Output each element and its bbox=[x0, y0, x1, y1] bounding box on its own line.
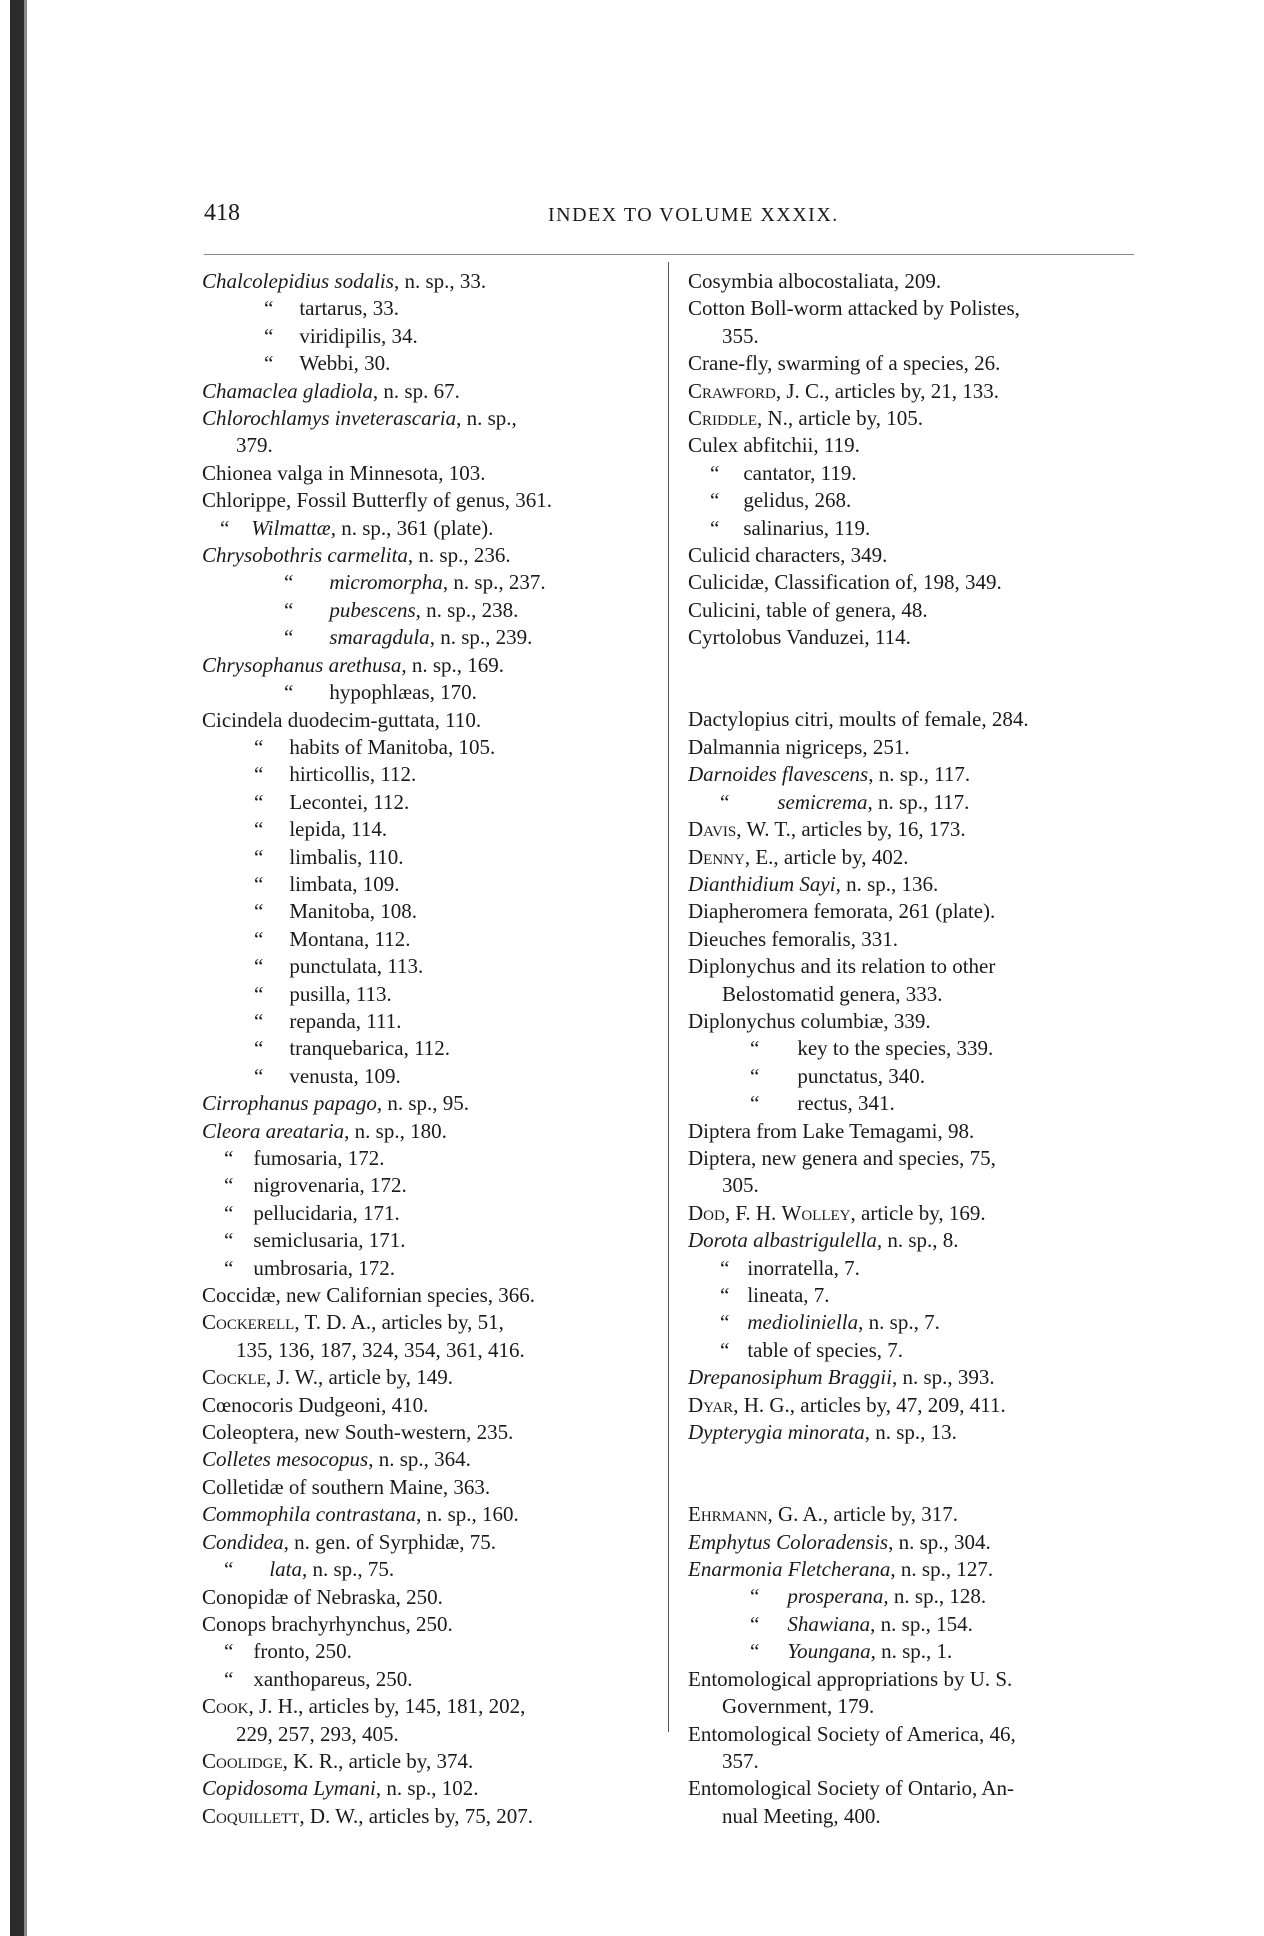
index-entry: Dypterygia minorata, n. sp., 13. bbox=[688, 1420, 957, 1445]
index-entry: “ rectus, 341. bbox=[750, 1091, 895, 1116]
index-entry: Chlorippe, Fossil Butterfly of genus, 361. bbox=[202, 488, 552, 513]
index-entry: Dorota albastrigulella, n. sp., 8. bbox=[688, 1228, 959, 1253]
index-entry: Cosymbia albocostaliata, 209. bbox=[688, 269, 942, 293]
index-entry: Cook, J. H., articles by, 145, 181, 202, bbox=[202, 1694, 526, 1719]
index-entry: “ Lecontei, 112. bbox=[254, 789, 410, 814]
index-entry: Commophila contrastana, n. sp., 160. bbox=[202, 1502, 519, 1527]
index-entry: Dalmannia nigriceps, 251. bbox=[688, 734, 910, 759]
index-entry: “ limbata, 109. bbox=[254, 871, 400, 896]
index-entry: Dyar, H. G., articles by, 47, 209, 411. bbox=[688, 1392, 1006, 1417]
index-entry: Condidea, n. gen. of Syrphidæ, 75. bbox=[202, 1529, 496, 1554]
index-entry: “ umbrosaria, 172. bbox=[224, 1255, 396, 1280]
index-entry: “ hypophlæas, 170. bbox=[284, 680, 477, 705]
page-number: 418 bbox=[204, 200, 240, 226]
index-entry: Culicini, table of genera, 48. bbox=[688, 597, 928, 622]
index-entry: 135, 136, 187, 324, 354, 361, 416. bbox=[236, 1337, 525, 1362]
index-entry: Culicid characters, 349. bbox=[688, 543, 888, 568]
index-entry: Dactylopius citri, moults of female, 284. bbox=[688, 707, 1029, 732]
index-entry: Dod, F. H. Wolley, article by, 169. bbox=[688, 1200, 986, 1225]
index-entry: Chamaclea gladiola, n. sp. 67. bbox=[202, 378, 460, 403]
index-entry: Copidosoma Lymani, n. sp., 102. bbox=[202, 1776, 479, 1801]
index-entry: “ micromorpha, n. sp., 237. bbox=[284, 570, 546, 595]
index-entry: Coquillett, D. W., articles by, 75, 207. bbox=[202, 1803, 534, 1828]
index-entry: Enarmonia Fletcherana, n. sp., 127. bbox=[688, 1557, 994, 1582]
index-entry: Coleoptera, new South-western, 235. bbox=[202, 1420, 514, 1445]
index-entry: “ semiclusaria, 171. bbox=[224, 1228, 406, 1253]
index-entry: “ limbalis, 110. bbox=[254, 844, 404, 869]
index-entry: “ Youngana, n. sp., 1. bbox=[750, 1639, 953, 1664]
index-entry: 355. bbox=[722, 323, 759, 348]
index-entry: “ lineata, 7. bbox=[720, 1283, 830, 1308]
index-entry: Diapheromera femorata, 261 (plate). bbox=[688, 899, 996, 924]
running-head-title: INDEX TO VOLUME XXXIX. bbox=[548, 204, 839, 226]
index-entry: 357. bbox=[722, 1748, 759, 1773]
index-entry: Chrysophanus arethusa, n. sp., 169. bbox=[202, 652, 505, 677]
index-entry: Cockle, J. W., article by, 149. bbox=[202, 1365, 454, 1390]
index-entry: Diptera from Lake Temagami, 98. bbox=[688, 1118, 975, 1143]
index-entry: “ inorratella, 7. bbox=[720, 1255, 860, 1280]
index-entry: “ punctatus, 340. bbox=[750, 1063, 926, 1088]
index-entry: Emphytus Coloradensis, n. sp., 304. bbox=[688, 1529, 991, 1554]
index-entry: nual Meeting, 400. bbox=[722, 1803, 881, 1828]
index-entry: Davis, W. T., articles by, 16, 173. bbox=[688, 817, 966, 842]
index-entry: “ punctulata, 113. bbox=[254, 954, 424, 979]
index-entry: “ Webbi, 30. bbox=[264, 351, 391, 376]
index-entry: “ table of species, 7. bbox=[720, 1337, 904, 1362]
index-entry: Culicidæ, Classification of, 198, 349. bbox=[688, 570, 1002, 595]
index-entry: Cockerell, T. D. A., articles by, 51, bbox=[202, 1310, 504, 1335]
index-entry: Belostomatid genera, 333. bbox=[722, 981, 943, 1006]
index-entry: Coolidge, K. R., article by, 374. bbox=[202, 1748, 474, 1773]
index-entry: “ Shawiana, n. sp., 154. bbox=[750, 1611, 973, 1636]
index-entry: “ cantator, 119. bbox=[710, 460, 857, 485]
index-entry: Criddle, N., article by, 105. bbox=[688, 406, 924, 431]
column-divider bbox=[668, 262, 669, 1732]
index-entry: “ pusilla, 113. bbox=[254, 981, 392, 1006]
index-entry: Cirrophanus papago, n. sp., 95. bbox=[202, 1091, 470, 1116]
index-entry: “ semicrema, n. sp., 117. bbox=[720, 789, 970, 814]
index-entry: “ lepida, 114. bbox=[254, 817, 388, 842]
index-entry: “ fumosaria, 172. bbox=[224, 1146, 385, 1170]
index-entry: “ gelidus, 268. bbox=[710, 488, 852, 513]
index-entry: Culex abfitchii, 119. bbox=[688, 433, 860, 458]
index-entry: Crane-fly, swarming of a species, 26. bbox=[688, 351, 1001, 376]
index-entry: “ repanda, 111. bbox=[254, 1008, 402, 1033]
index-entry: Cœnocoris Dudgeoni, 410. bbox=[202, 1392, 429, 1417]
index-entry: Entomological Society of America, 46, bbox=[688, 1721, 1016, 1746]
index-entry: “ smaragdula, n. sp., 239. bbox=[284, 625, 533, 650]
index-entry: “ Manitoba, 108. bbox=[254, 899, 418, 924]
index-entry: “ salinarius, 119. bbox=[710, 515, 871, 540]
index-entry: “ tartarus, 33. bbox=[264, 296, 400, 321]
index-entry: Dieuches femoralis, 331. bbox=[688, 926, 898, 951]
index-entry: 305. bbox=[722, 1173, 759, 1198]
index-entry: Denny, E., article by, 402. bbox=[688, 844, 909, 869]
index-entry: “ Wilmattæ, n. sp., 361 (plate). bbox=[220, 515, 494, 540]
index-entry: Chalcolepidius sodalis, n. sp., 33. bbox=[202, 269, 487, 293]
index-entry: 379. bbox=[236, 433, 273, 458]
index-entry: “ habits of Manitoba, 105. bbox=[254, 734, 496, 759]
index-entry: Coccidæ, new Californian species, 366. bbox=[202, 1283, 536, 1308]
index-entry: Chionea valga in Minnesota, 103. bbox=[202, 460, 486, 485]
index-entry: “ medioliniella, n. sp., 7. bbox=[720, 1310, 940, 1335]
index-entry: Government, 179. bbox=[722, 1694, 875, 1719]
index-entry: Conopidæ of Nebraska, 250. bbox=[202, 1584, 443, 1609]
index-entry: “ pubescens, n. sp., 238. bbox=[284, 597, 519, 622]
scan-edge bbox=[10, 0, 24, 1936]
index-entry: “ nigrovenaria, 172. bbox=[224, 1173, 407, 1198]
index-entry: Drepanosiphum Braggii, n. sp., 393. bbox=[688, 1365, 995, 1390]
index-column-left bbox=[202, 268, 658, 1830]
index-entry: Colletidæ of southern Maine, 363. bbox=[202, 1474, 491, 1499]
scan-edge-shadow bbox=[24, 0, 27, 1936]
section-gap bbox=[688, 1446, 1136, 1501]
index-entry: “ Montana, 112. bbox=[254, 926, 411, 951]
index-entry: “ xanthopareus, 250. bbox=[224, 1666, 413, 1691]
index-entry: “ tranquebarica, 112. bbox=[254, 1036, 451, 1061]
index-entry: Diplonychus and its relation to other bbox=[688, 954, 996, 979]
index-entry: Cotton Boll-worm attacked by Polistes, bbox=[688, 296, 1020, 321]
index-entry: “ prosperana, n. sp., 128. bbox=[750, 1584, 987, 1609]
index-entry: “ pellucidaria, 171. bbox=[224, 1200, 400, 1225]
index-entry: Colletes mesocopus, n. sp., 364. bbox=[202, 1447, 471, 1472]
index-entry: Entomological Society of Ontario, An- bbox=[688, 1776, 1015, 1801]
index-entry: “ fronto, 250. bbox=[224, 1639, 352, 1664]
index-entry: “ lata, n. sp., 75. bbox=[224, 1557, 395, 1582]
index-entry: Cleora areataria, n. sp., 180. bbox=[202, 1118, 447, 1143]
index-entry: Cicindela duodecim-guttata, 110. bbox=[202, 707, 482, 732]
index-entry: Darnoides flavescens, n. sp., 117. bbox=[688, 762, 971, 787]
index-entry: Ehrmann, G. A., article by, 317. bbox=[688, 1502, 959, 1527]
section-gap bbox=[688, 652, 1136, 707]
index-entry: 229, 257, 293, 405. bbox=[236, 1721, 399, 1746]
index-entry: Crawford, J. C., articles by, 21, 133. bbox=[688, 378, 1000, 403]
index-entry: Diptera, new genera and species, 75, bbox=[688, 1145, 996, 1170]
index-entry: Diplonychus columbiæ, 339. bbox=[688, 1008, 931, 1033]
index-entry: “ key to the species, 339. bbox=[750, 1036, 994, 1061]
index-entry: Dianthidium Sayi, n. sp., 136. bbox=[688, 871, 939, 896]
index-entry: “ hirticollis, 112. bbox=[254, 762, 417, 787]
index-entry: Cyrtolobus Vanduzei, 114. bbox=[688, 625, 911, 650]
index-entry: “ venusta, 109. bbox=[254, 1063, 401, 1088]
index-entry: Chrysobothris carmelita, n. sp., 236. bbox=[202, 543, 511, 568]
index-entry: Entomological appropriations by U. S. bbox=[688, 1666, 1013, 1691]
index-column-right bbox=[688, 268, 1136, 1830]
index-entry: Conops brachyrhynchus, 250. bbox=[202, 1611, 453, 1636]
index-entry: Chlorochlamys inveterascaria, n. sp., bbox=[202, 406, 517, 431]
header-rule bbox=[204, 254, 1134, 255]
index-entry: “ viridipilis, 34. bbox=[264, 323, 418, 348]
